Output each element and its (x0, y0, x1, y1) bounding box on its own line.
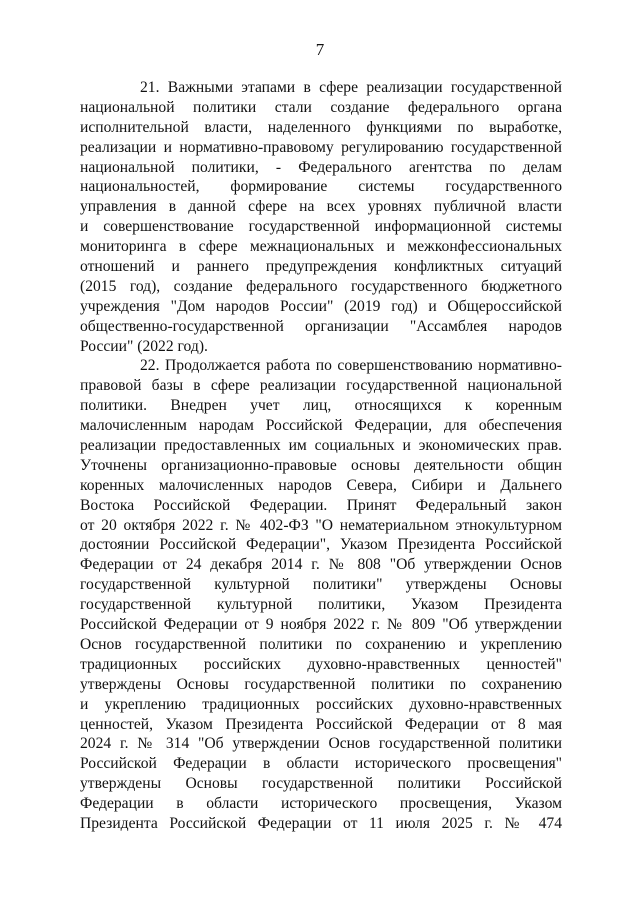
paragraph-line: национальностей, формирование системы государственного (80, 178, 562, 196)
paragraph-line: достоянии Российской Федерации", Указом Президента Российской (80, 536, 562, 554)
paragraph-line: Российской Федерации от 9 ноября 2022 г. № 809 "Об утверждении (80, 616, 562, 634)
paragraph-line: утверждены Основы государственной политики Российской (80, 775, 562, 793)
paragraph-line: Уточнены организационно-правовые основы деятельности общин (80, 456, 562, 474)
paragraph-line: отношений и раннего предупреждения конфликтных ситуаций (80, 258, 562, 276)
paragraph-line: мониторинга в сфере межнациональных и межконфессиональных (80, 238, 562, 256)
paragraph-line: управления в данной сфере на всех уровнях публичной власти (80, 198, 562, 216)
paragraph-line: и укреплению традиционных российских духовно-нравственных (80, 695, 562, 713)
paragraph-line: Федерации в области исторического просвещения, Указом (80, 795, 562, 813)
paragraph-line: государственной культурной политики, Указом Президента (80, 596, 562, 614)
paragraph-line: правовой базы в сфере реализации государственной национальной (80, 377, 562, 395)
paragraph-line: коренных малочисленных народов Севера, Сибири и Дальнего (80, 476, 562, 494)
paragraph-first-line: 21. Важными этапами в сфере реализации государственной (140, 79, 562, 96)
paragraph-line: традиционных российских духовно-нравственных ценностей" (80, 655, 562, 673)
paragraph-line: национальной политики стали создание федерального органа (80, 98, 562, 116)
paragraph-line: ценностей, Указом Президента Российской Федерации от 8 мая (80, 715, 562, 733)
paragraph-line: России" (2022 год). (80, 337, 208, 355)
paragraph-line: реализации предоставленных им социальных и экономических прав. (80, 437, 562, 455)
paragraph-line: Президента Российской Федерации от 11 июля 2025 г. № 474 (80, 814, 562, 832)
paragraph-line: исполнительной власти, наделенного функциями по выработке, (80, 118, 562, 136)
paragraph-line: и совершенствование государственной информационной системы (80, 218, 562, 236)
paragraph-line: государственной культурной политики" утверждены Основы (80, 576, 562, 594)
paragraph-line: общественно-государственной организации "Ассамблея народов (80, 317, 562, 335)
paragraph-line: Российской Федерации в области исторического просвещения" (80, 755, 562, 773)
paragraph-line: малочисленным народам Российской Федерации, для обеспечения (80, 417, 562, 435)
paragraph-line: утверждены Основы государственной политики по сохранению (80, 675, 562, 693)
page-number: 7 (315, 40, 325, 59)
paragraph-first-line: 22. Продолжается работа по совершенствованию нормативно- (140, 357, 562, 375)
paragraph-line: Основ государственной политики по сохранению и укреплению (80, 635, 562, 653)
paragraph-line: Востока Российской Федерации. Принят Федеральный закон (80, 496, 562, 514)
paragraph-line: (2015 год), создание федерального государственного бюджетного (80, 277, 562, 295)
paragraph-line: учреждения "Дом народов России" (2019 год) и Общероссийской (80, 297, 562, 315)
paragraph-line: 2024 г. № 314 "Об утверждении Основ государственной политики (80, 735, 562, 753)
paragraph-line: от 20 октября 2022 г. № 402-ФЗ "О нематериальном этнокультурном (80, 516, 562, 534)
paragraph-line: национальной политики, - Федерального агентства по делам (80, 158, 562, 176)
paragraph-line: Федерации от 24 декабря 2014 г. № 808 "Об утверждении Основ (80, 556, 562, 574)
paragraph-line: реализации и нормативно-правовому регулированию государственной (80, 138, 562, 156)
paragraph-line: политики. Внедрен учет лиц, относящихся к коренным (80, 397, 562, 415)
document-body (80, 78, 562, 834)
